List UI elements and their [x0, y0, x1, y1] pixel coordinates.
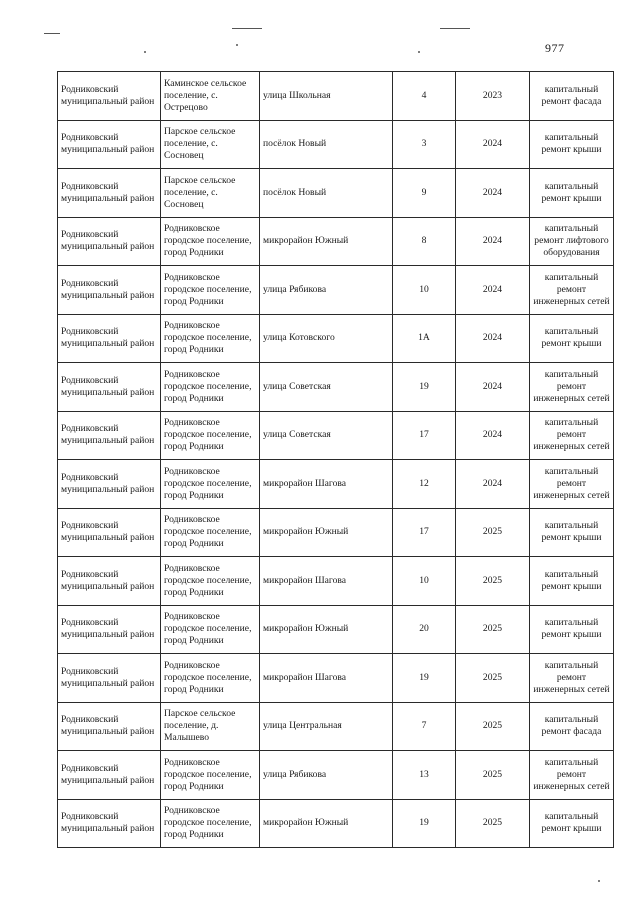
page-number: 977	[545, 41, 565, 55]
year-cell: 2024	[456, 460, 530, 509]
table-row	[58, 363, 614, 412]
street-cell: микрорайон Южный	[260, 217, 393, 266]
house-number-cell: 1А	[393, 314, 456, 363]
district-cell: Родниковский муниципальный район	[58, 169, 161, 218]
house-number-cell: 19	[393, 799, 456, 848]
settlement-cell: Парское сельское поселение, д. Малышево	[161, 702, 260, 751]
year-cell: 2025	[456, 654, 530, 703]
settlement-cell: Родниковское городское поселение, город Родники	[161, 266, 260, 315]
street-cell: улица Школьная	[260, 72, 393, 121]
year-cell: 2024	[456, 169, 530, 218]
street-cell: улица Рябикова	[260, 751, 393, 800]
work-type-cell: капитальный ремонт крыши	[530, 169, 614, 218]
work-type-cell: капитальный ремонт крыши	[530, 799, 614, 848]
work-type-cell: капитальный ремонт крыши	[530, 508, 614, 557]
table-row	[58, 72, 614, 121]
scan-artifact-top-left	[44, 33, 60, 34]
housing-repair-table	[57, 71, 614, 848]
table-row	[58, 751, 614, 800]
year-cell: 2025	[456, 799, 530, 848]
settlement-cell: Родниковское городское поселение, город Родники	[161, 217, 260, 266]
year-cell: 2024	[456, 217, 530, 266]
house-number-cell: 10	[393, 266, 456, 315]
scan-artifact-top-center	[232, 28, 262, 29]
year-cell: 2025	[456, 702, 530, 751]
street-cell: посёлок Новый	[260, 120, 393, 169]
district-cell: Родниковский муниципальный район	[58, 508, 161, 557]
settlement-cell: Родниковское городское поселение, город Родники	[161, 508, 260, 557]
work-type-cell: капитальный ремонт инженерных сетей	[530, 266, 614, 315]
district-cell: Родниковский муниципальный район	[58, 363, 161, 412]
settlement-cell: Парское сельское поселение, с. Сосновец	[161, 169, 260, 218]
year-cell: 2024	[456, 266, 530, 315]
year-cell: 2024	[456, 363, 530, 412]
work-type-cell: капитальный ремонт крыши	[530, 605, 614, 654]
table-row	[58, 314, 614, 363]
year-cell: 2025	[456, 751, 530, 800]
house-number-cell: 19	[393, 654, 456, 703]
work-type-cell: капитальный ремонт инженерных сетей	[530, 751, 614, 800]
house-number-cell: 7	[393, 702, 456, 751]
settlement-cell: Родниковское городское поселение, город Родники	[161, 605, 260, 654]
street-cell: микрорайон Южный	[260, 508, 393, 557]
street-cell: улица Советская	[260, 363, 393, 412]
table-body	[58, 72, 614, 848]
street-cell: микрорайон Южный	[260, 605, 393, 654]
work-type-cell: капитальный ремонт инженерных сетей	[530, 654, 614, 703]
year-cell: 2023	[456, 72, 530, 121]
house-number-cell: 3	[393, 120, 456, 169]
house-number-cell: 17	[393, 508, 456, 557]
street-cell: микрорайон Шагова	[260, 460, 393, 509]
house-number-cell: 13	[393, 751, 456, 800]
table-row	[58, 557, 614, 606]
scan-artifact-dot	[598, 880, 600, 882]
year-cell: 2024	[456, 120, 530, 169]
house-number-cell: 20	[393, 605, 456, 654]
settlement-cell: Родниковское городское поселение, город Родники	[161, 751, 260, 800]
table-row	[58, 702, 614, 751]
street-cell: улица Центральная	[260, 702, 393, 751]
year-cell: 2025	[456, 557, 530, 606]
table-row	[58, 654, 614, 703]
street-cell: микрорайон Шагова	[260, 557, 393, 606]
settlement-cell: Родниковское городское поселение, город Родники	[161, 411, 260, 460]
district-cell: Родниковский муниципальный район	[58, 557, 161, 606]
street-cell: посёлок Новый	[260, 169, 393, 218]
table-row	[58, 411, 614, 460]
table-row	[58, 460, 614, 509]
district-cell: Родниковский муниципальный район	[58, 799, 161, 848]
work-type-cell: капитальный ремонт фасада	[530, 702, 614, 751]
settlement-cell: Каминское сельское поселение, с. Острецово	[161, 72, 260, 121]
house-number-cell: 4	[393, 72, 456, 121]
street-cell: улица Рябикова	[260, 266, 393, 315]
settlement-cell: Родниковское городское поселение, город Родники	[161, 460, 260, 509]
district-cell: Родниковский муниципальный район	[58, 217, 161, 266]
district-cell: Родниковский муниципальный район	[58, 72, 161, 121]
year-cell: 2025	[456, 605, 530, 654]
district-cell: Родниковский муниципальный район	[58, 266, 161, 315]
settlement-cell: Родниковское городское поселение, город Родники	[161, 654, 260, 703]
street-cell: улица Котовского	[260, 314, 393, 363]
district-cell: Родниковский муниципальный район	[58, 120, 161, 169]
work-type-cell: капитальный ремонт инженерных сетей	[530, 363, 614, 412]
table-row	[58, 799, 614, 848]
work-type-cell: капитальный ремонт фасада	[530, 72, 614, 121]
scan-artifact-top-right	[440, 28, 470, 29]
table-row	[58, 120, 614, 169]
work-type-cell: капитальный ремонт крыши	[530, 314, 614, 363]
settlement-cell: Родниковское городское поселение, город Родники	[161, 314, 260, 363]
house-number-cell: 19	[393, 363, 456, 412]
year-cell: 2024	[456, 411, 530, 460]
settlement-cell: Родниковское городское поселение, город Родники	[161, 557, 260, 606]
district-cell: Родниковский муниципальный район	[58, 411, 161, 460]
street-cell: микрорайон Шагова	[260, 654, 393, 703]
district-cell: Родниковский муниципальный район	[58, 751, 161, 800]
house-number-cell: 8	[393, 217, 456, 266]
work-type-cell: капитальный ремонт крыши	[530, 120, 614, 169]
work-type-cell: капитальный ремонт крыши	[530, 557, 614, 606]
settlement-cell: Родниковское городское поселение, город Родники	[161, 363, 260, 412]
street-cell: микрорайон Южный	[260, 799, 393, 848]
scan-artifact-dot	[236, 44, 238, 46]
house-number-cell: 10	[393, 557, 456, 606]
work-type-cell: капитальный ремонт лифтового оборудования	[530, 217, 614, 266]
work-type-cell: капитальный ремонт инженерных сетей	[530, 411, 614, 460]
work-type-cell: капитальный ремонт инженерных сетей	[530, 460, 614, 509]
house-number-cell: 12	[393, 460, 456, 509]
scan-artifact-dot	[418, 51, 420, 53]
table-row	[58, 217, 614, 266]
year-cell: 2025	[456, 508, 530, 557]
settlement-cell: Родниковское городское поселение, город Родники	[161, 799, 260, 848]
house-number-cell: 9	[393, 169, 456, 218]
settlement-cell: Парское сельское поселение, с. Сосновец	[161, 120, 260, 169]
table-row	[58, 605, 614, 654]
table-row	[58, 266, 614, 315]
district-cell: Родниковский муниципальный район	[58, 314, 161, 363]
scan-artifact-dot	[144, 51, 146, 53]
district-cell: Родниковский муниципальный район	[58, 605, 161, 654]
district-cell: Родниковский муниципальный район	[58, 654, 161, 703]
street-cell: улица Советская	[260, 411, 393, 460]
district-cell: Родниковский муниципальный район	[58, 460, 161, 509]
table-row	[58, 508, 614, 557]
table-row	[58, 169, 614, 218]
house-number-cell: 17	[393, 411, 456, 460]
district-cell: Родниковский муниципальный район	[58, 702, 161, 751]
year-cell: 2024	[456, 314, 530, 363]
